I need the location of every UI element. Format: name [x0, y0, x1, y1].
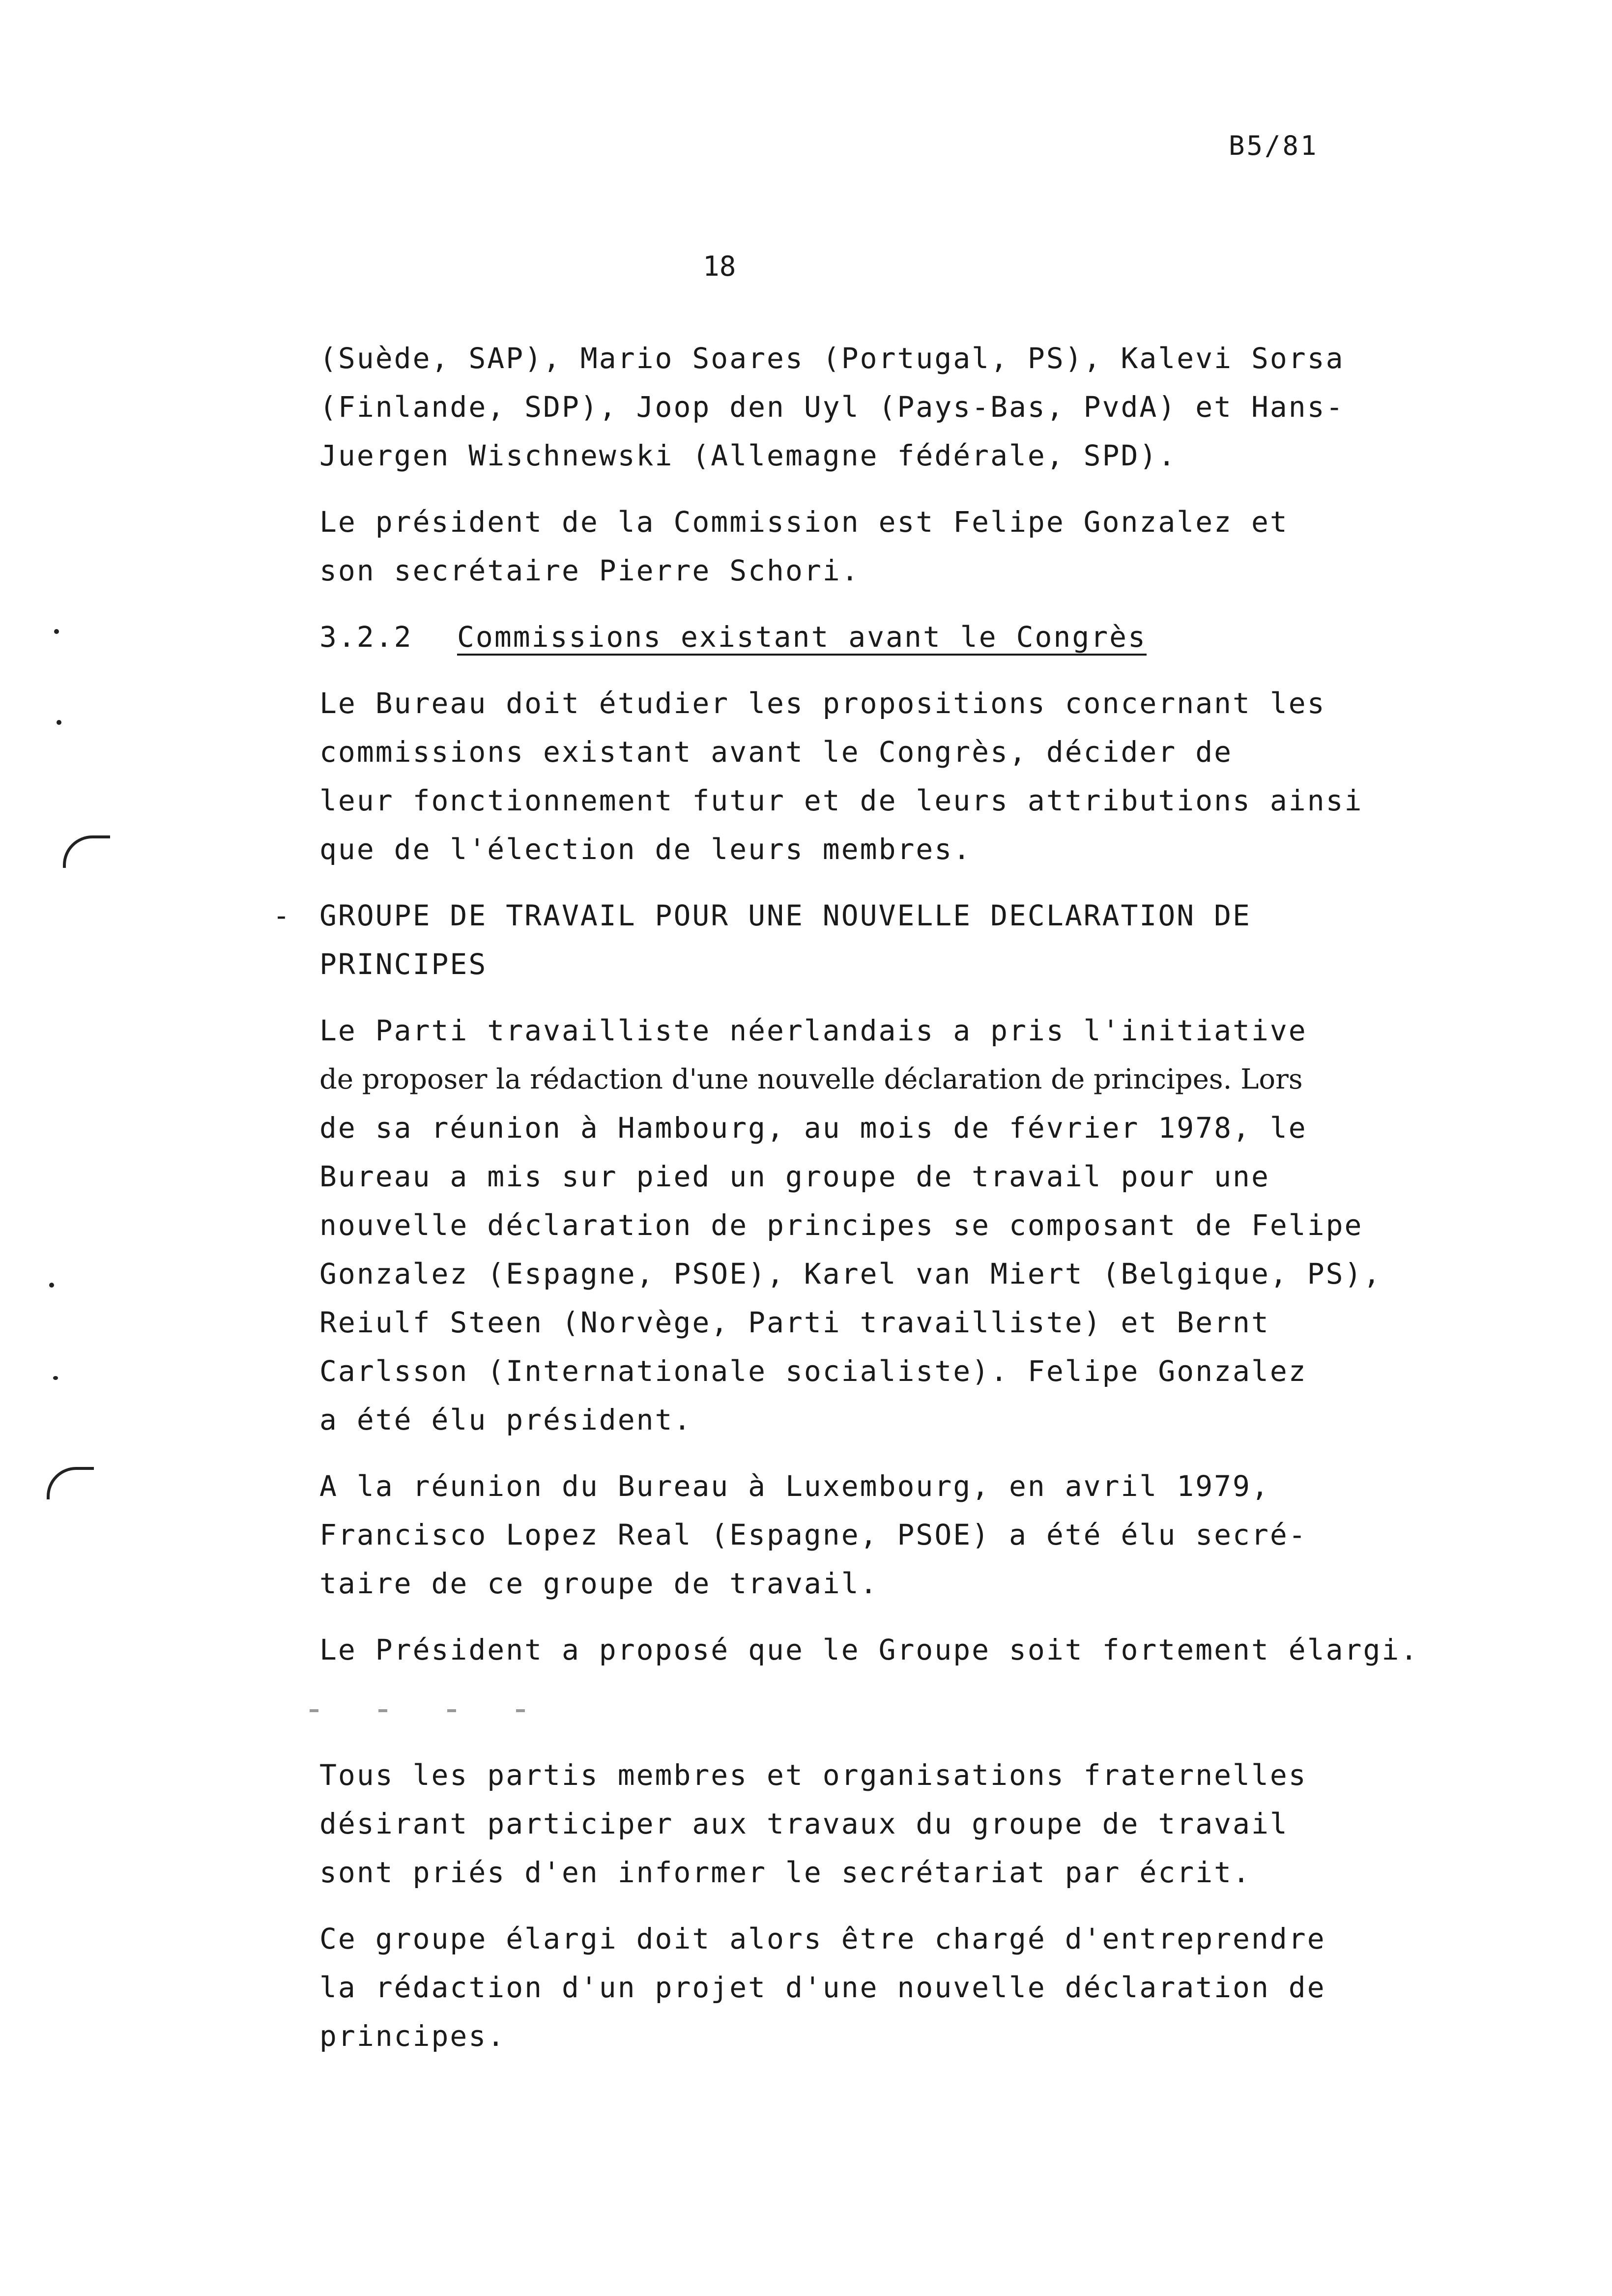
text-line: Gonzalez (Espagne, PSOE), Karel van Miert (Belgique, PS), — [319, 1257, 1382, 1291]
text-line: Reiulf Steen (Norvège, Parti travailliste) et Bernt — [319, 1306, 1270, 1339]
text-line: Le Parti travailliste néerlandais a pris l'initiative — [319, 1014, 1307, 1047]
section-title: Commissions existant avant le Congrès — [457, 620, 1147, 654]
text-line: (Finlande, SDP), Joop den Uyl (Pays-Bas, PvdA) et Hans- — [319, 390, 1345, 424]
scan-dot — [53, 1376, 58, 1380]
page-number: 18 — [703, 251, 736, 283]
text-line: désirant participer aux travaux du groupe de travail — [319, 1807, 1289, 1840]
paragraph-8 — [319, 1915, 1489, 2061]
text-line: sont priés d'en informer le secrétariat par écrit. — [319, 1856, 1251, 1889]
text-line: Tous les partis membres et organisations fraternelles — [319, 1758, 1307, 1792]
text-line: que de l'élection de leurs membres. — [319, 832, 972, 866]
text-line: Le président de la Commission est Felipe Gonzalez et — [319, 505, 1289, 539]
scan-dot — [49, 1283, 54, 1288]
text-line: (Suède, SAP), Mario Soares (Portugal, PS), Kalevi Sorsa — [319, 342, 1345, 375]
paragraph-1 — [319, 334, 1489, 480]
text-line: leur fonctionnement futur et de leurs attributions ainsi — [319, 784, 1363, 817]
section-number: 3.2.2 — [319, 620, 413, 654]
text-line: Francisco Lopez Real (Espagne, PSOE) a été élu secré- — [319, 1518, 1307, 1551]
text-line: Le Bureau doit étudier les propositions concernant les — [319, 687, 1326, 720]
text-line: Juergen Wischnewski (Allemagne fédérale, SPD). — [319, 439, 1177, 472]
text-line: nouvelle déclaration de principes se composant de Felipe — [319, 1208, 1363, 1242]
punch-hole-arc — [63, 835, 110, 868]
paragraph-7 — [319, 1751, 1489, 1897]
text-line: taire de ce groupe de travail. — [319, 1567, 879, 1600]
text-line: Carlsson (Internationale socialiste). Felipe Gonzalez — [319, 1354, 1307, 1388]
text-line: principes. — [319, 2019, 506, 2053]
paragraph-2 — [319, 498, 1489, 595]
section-heading — [319, 613, 1489, 661]
paragraph-6 — [319, 1626, 1489, 1674]
dash-list-item — [273, 891, 1489, 989]
punch-hole-arc — [47, 1467, 94, 1499]
text-line: A la réunion du Bureau à Luxembourg, en avril 1979, — [319, 1469, 1270, 1503]
dash-bullet: - — [273, 899, 291, 932]
text-line: Le Président a proposé que le Groupe soit fortement élargi. — [319, 1633, 1419, 1666]
paragraph-3 — [319, 679, 1489, 874]
text-line: la rédaction d'un projet d'une nouvelle déclaration de — [319, 1971, 1326, 2004]
text-line: Bureau a mis sur pied un groupe de travail pour une — [319, 1160, 1270, 1193]
body-text — [273, 334, 1489, 2078]
text-line: GROUPE DE TRAVAIL POUR UNE NOUVELLE DECLARATION DE — [319, 899, 1251, 932]
spacer — [319, 1692, 1489, 1751]
document-reference: B5/81 — [1229, 130, 1319, 161]
text-line: PRINCIPES — [319, 947, 488, 981]
paragraph-5 — [319, 1462, 1489, 1608]
scan-dot — [54, 629, 59, 634]
scan-dot — [57, 720, 61, 725]
text-line: son secrétaire Pierre Schori. — [319, 554, 860, 587]
text-line: a été élu président. — [319, 1403, 692, 1436]
text-line: Ce groupe élargi doit alors être chargé d'entreprendre — [319, 1922, 1326, 1955]
text-line: de proposer la rédaction d'une nouvelle déclaration de principes. Lors — [319, 1063, 1303, 1095]
text-line: commissions existant avant le Congrès, décider de — [319, 735, 1233, 769]
paragraph-4 — [319, 1006, 1489, 1444]
text-line: de sa réunion à Hambourg, au mois de février 1978, le — [319, 1111, 1307, 1145]
